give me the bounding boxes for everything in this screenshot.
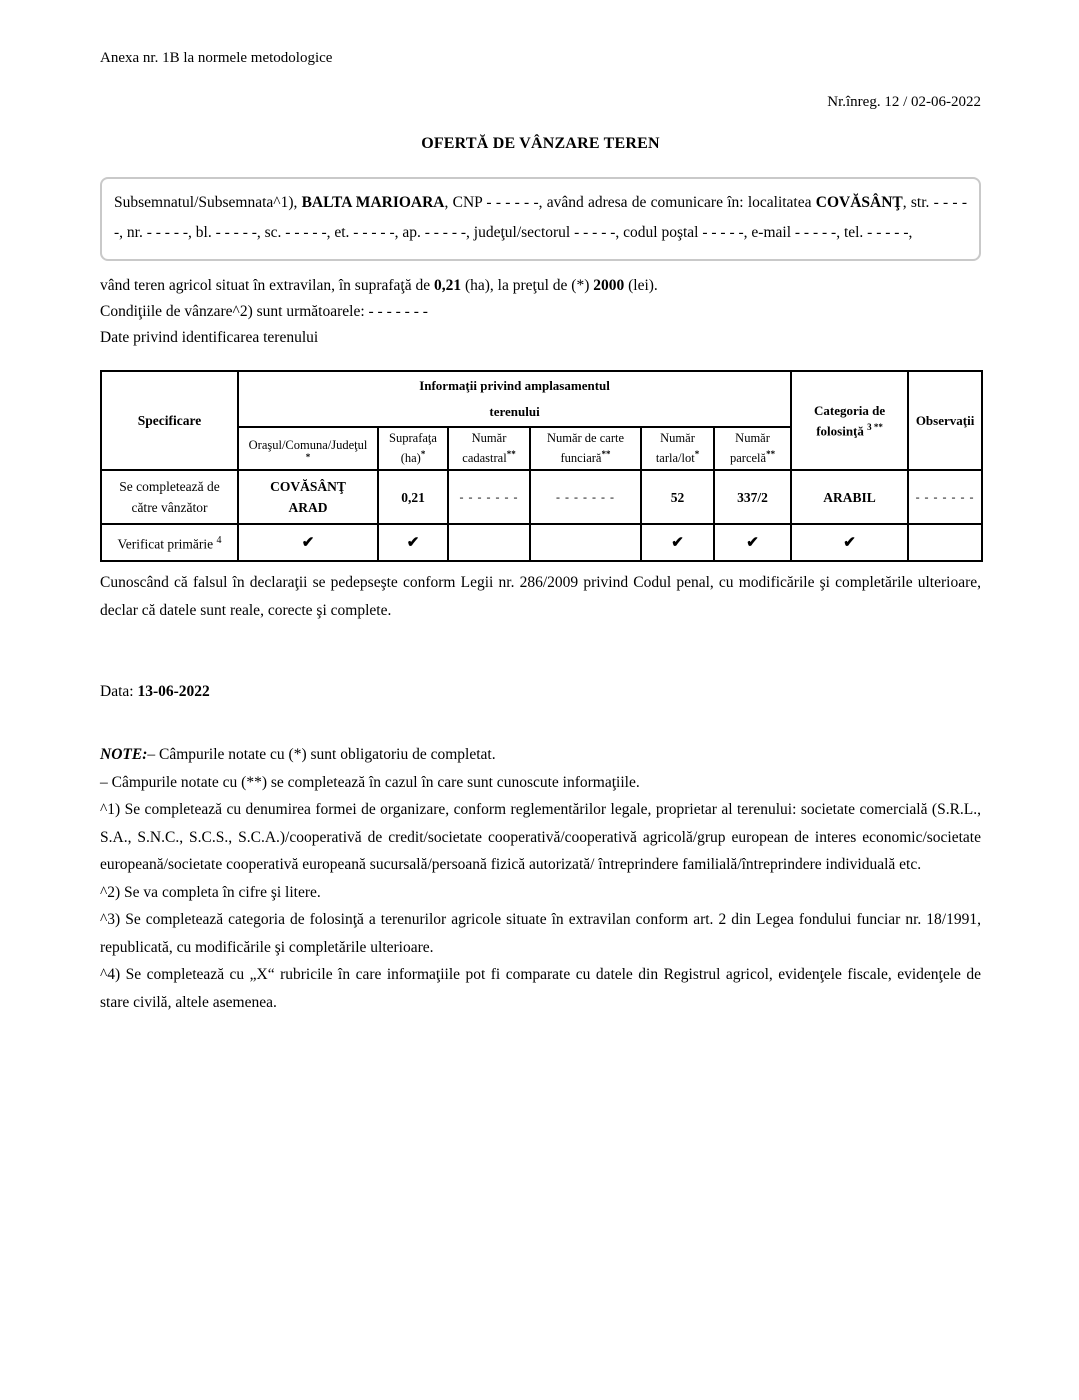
date-label: Data: xyxy=(100,683,138,700)
column-header-suprafata xyxy=(378,427,448,470)
check-oras: ✔ xyxy=(238,524,378,561)
land-identification-table xyxy=(100,370,983,562)
note-title: NOTE: xyxy=(100,746,148,763)
subheader-text: Număr parcelă xyxy=(729,431,770,466)
check-observatii xyxy=(908,524,982,561)
subheader-text: Număr de carte funciară xyxy=(546,431,625,466)
subheader-mark: * xyxy=(694,449,700,460)
subheader-mark: ** xyxy=(506,449,516,460)
check-cadastral xyxy=(448,524,530,561)
intro-segment: , CNP - - - - - -, având adresa de comunicare în: localitatea xyxy=(444,194,816,211)
sale-statement xyxy=(100,273,981,298)
cell-oras-judet xyxy=(238,470,378,524)
cell-categoria: ARABIL xyxy=(791,470,908,524)
note-line-1 xyxy=(100,741,981,769)
table-group-header-row xyxy=(101,371,982,427)
footnote-4: ^4) Se completează cu „X“ rubricile în care informaţiile pot fi comparate cu datele din Registrul agricol, evidenţele fiscale, evidenţele de stare civilă, altele asemenea. xyxy=(100,966,981,1011)
document-content xyxy=(100,0,981,1016)
cell-observatii: - - - - - - - xyxy=(908,470,982,524)
subheader-text: Oraşul/Comuna/Judeţul xyxy=(248,437,368,452)
subheader-text: Număr tarla/lot xyxy=(655,431,695,466)
group-header-line2: terenului xyxy=(489,404,540,419)
column-header-observatii: Observaţii xyxy=(908,371,982,470)
intro-segment: Subsemnatul/Subsemnata^1), xyxy=(114,194,302,211)
categoria-header-mark: 3 ** xyxy=(867,421,883,432)
seller-name: BALTA MARIOARA xyxy=(301,194,445,211)
column-header-cadastral xyxy=(448,427,530,470)
cell-cadastral: - - - - - - - xyxy=(448,470,530,524)
check-suprafata: ✔ xyxy=(378,524,448,561)
cell-parcela: 337/2 xyxy=(714,470,791,524)
sale-conditions-line: Condiţiile de vânzare^2) sunt următoarele: - - - - - - - xyxy=(100,303,428,320)
subheader-mark: * xyxy=(420,449,426,460)
column-header-categoria xyxy=(791,371,908,470)
column-header-oras xyxy=(238,427,378,470)
check-tarla: ✔ xyxy=(641,524,714,561)
note-line-1-text: – Câmpurile notate cu (*) sunt obligatoriu de completat. xyxy=(147,746,496,763)
categoria-header-text: Categoria de folosinţă xyxy=(814,402,886,439)
check-categoria: ✔ xyxy=(791,524,908,561)
footnote-1: ^1) Se completează cu denumirea formei de organizare, conform reglementărilor legale, proprietar al terenului: societate comercială (S.R.L., S.A., S.N.C., S.C.S., S.C.A.)/cooperativă de credit/societate cooperativă/cooperativă agricolă/grup european de interes economic/societate europeană/societate cooperativă europeană sucursală/persoană fizică autorizată/ întreprindere familială/întreprindere individuală etc. xyxy=(100,801,981,873)
group-header-line1: Informaţii privind amplasamentul xyxy=(419,378,610,393)
date-value: 13-06-2022 xyxy=(137,683,210,700)
column-header-specificare: Specificare xyxy=(101,371,238,470)
notes-section xyxy=(100,741,981,1016)
column-header-parcela xyxy=(714,427,791,470)
cell-tarla: 52 xyxy=(641,470,714,524)
subheader-mark: ** xyxy=(766,449,776,460)
check-carte-funciara xyxy=(530,524,641,561)
seller-data-row xyxy=(101,470,982,524)
registration-number: Nr.înreg. 12 / 02-06-2022 xyxy=(827,94,981,110)
column-header-carte-funciara xyxy=(530,427,641,470)
cell-suprafata: 0,21 xyxy=(378,470,448,524)
footnote-2: ^2) Se va completa în cifre şi litere. xyxy=(100,883,321,901)
locality-name: COVĂSÂNŢ xyxy=(815,194,903,211)
column-header-tarla xyxy=(641,427,714,470)
seller-row-label: Se completează de către vânzător xyxy=(101,470,238,524)
sale-segment: vând teren agricol situat în extravilan, în suprafaţă de xyxy=(100,277,434,294)
subheader-mark: ** xyxy=(601,449,611,460)
sale-segment: (ha), la preţul de (*) xyxy=(461,277,594,294)
sale-segment: (lei). xyxy=(624,277,658,294)
subheader-mark: * xyxy=(305,451,311,462)
note-line-2: – Câmpurile notate cu (**) se completează în cazul în care sunt cunoscute informaţiile. xyxy=(100,773,640,791)
annex-label: Anexa nr. 1B la normele metodologice xyxy=(100,50,333,66)
intro-segment: , str. - - - - -, nr. - - - - -, bl. - - - - -, sc. - - - - -, et. - - - - -, ap. - - - - -, judeţul/sectorul - - - - -, codul poştal - - - - -, e-mail - - - - -, tel. - - - - -, xyxy=(114,194,967,241)
verificat-label-text: Verificat primărie xyxy=(117,536,217,552)
identification-heading: Date privind identificarea terenului xyxy=(100,329,319,346)
date-line xyxy=(100,683,981,701)
page-title: OFERTĂ DE VÂNZARE TEREN xyxy=(421,135,660,152)
column-group-header-amplasament xyxy=(238,371,791,427)
cell-oras: COVĂSÂNŢ xyxy=(270,479,346,494)
land-price-value: 2000 xyxy=(593,277,625,294)
cell-carte-funciara: - - - - - - - xyxy=(530,470,641,524)
check-parcela: ✔ xyxy=(714,524,791,561)
legal-statement: Cunoscând că falsul în declaraţii se pedepseşte conform Legii nr. 286/2009 privind Codul penal, cu modificările şi completările ulterioare, declar că datele sunt reale, corecte şi complete. xyxy=(100,574,981,619)
subheader-text: Număr cadastral xyxy=(462,431,507,466)
verificat-label-mark: 4 xyxy=(216,535,222,547)
land-area-value: 0,21 xyxy=(433,277,462,294)
verificat-row xyxy=(101,524,982,561)
applicant-info-box xyxy=(100,177,981,261)
footnote-3: ^3) Se completează categoria de folosinţă a terenurilor agricole situate în extravilan conform art. 2 din Legea fondului funciar nr. 18/1991, republicată, cu modificările şi completările ulterioare. xyxy=(100,911,981,956)
cell-judet: ARAD xyxy=(288,500,328,515)
verificat-row-label xyxy=(101,524,238,561)
subheader-text: Suprafaţa (ha) xyxy=(389,431,437,466)
